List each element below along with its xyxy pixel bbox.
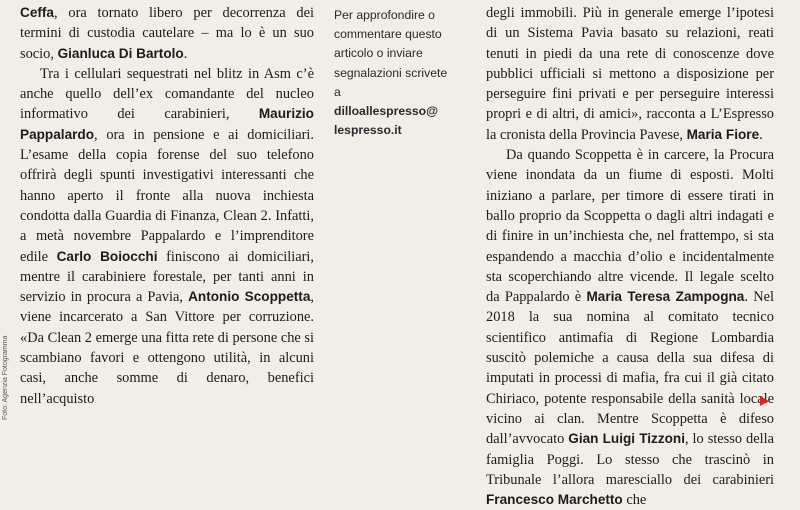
contact-box xyxy=(334,6,474,140)
paragraph-text: degli immobili. Più in generale emerge l’ipotesi di un Sistema Pavia basato su relazioni, reati tenuti in piedi da una rete di conoscenze dove pubblici ufficiali si mettono a disposizione per perseguire fini privati e per perseguire interessi propri e di altri, di amici», racconta a L’Espresso la cronista della Provincia Pavese, xyxy=(486,5,774,143)
article-paragraph xyxy=(20,64,314,409)
person-name: Maurizio Pappalardo xyxy=(20,106,314,142)
person-name: Ceffa xyxy=(20,5,54,20)
paragraph-text: . Nel 2018 la sua nomina al comitato tecnico scientifico antimafia di Regione Lombardia suscitò polemiche a causa della sua difesa di imputati in processi di mafia, fra cui il già citato Chiriaco, potente responsabile della sanità locale vicino ai clan. Mentre Scoppetta è difeso dall’avvocato xyxy=(486,289,774,448)
paragraph-text: Tra i cellulari sequestrati nel blitz in Asm c’è anche quello dell’ex comandante del nucleo informativo dei carabinieri, xyxy=(20,65,314,123)
person-name: Maria Teresa Zampogna xyxy=(586,289,745,305)
paragraph-text: . xyxy=(183,45,188,62)
photo-credit: Foto: Agenzia Fotogramma xyxy=(2,335,9,420)
article-paragraph xyxy=(486,145,774,510)
person-name: Carlo Boiocchi xyxy=(56,248,158,264)
email-link-domain[interactable]: lespresso.it xyxy=(334,123,402,138)
contact-text: Per approfondire o commentare questo articolo o inviare segnalazioni scrivete a dilloallespresso@ lespresso.it xyxy=(334,6,474,140)
paragraph-text: , lo stesso della famiglia Poggi. Lo stesso che trascinò in Tribunale l’allora maresciallo dei carabinieri xyxy=(486,431,774,488)
paragraph-text: , viene incarcerato a San Vittore per corruzione. «Da Clean 2 emerge una fitta rete di persone che si scambiano favori e ottengono utilità, in alcuni casi, anche somme di denaro, benefici nell’acquisto xyxy=(20,289,314,407)
article-paragraph xyxy=(20,3,314,64)
article-column-left xyxy=(20,3,314,409)
person-name: Gian Luigi Tizzoni xyxy=(568,431,686,447)
paragraph-text: , ora in pensione e ai domiciliari. L’esame della copia forense del suo telefono offrirà degli spunti investigativi interessanti che hanno aperto il fronte alla nuova inchiesta condotta dalla Guardia di Finanza, Clean 2. Infatti, a metà novembre Pappalardo e l’imprenditore edile xyxy=(20,126,314,265)
person-name: Antonio Scoppetta xyxy=(188,289,311,305)
person-name: Francesco Marchetto xyxy=(486,492,623,508)
continue-arrow-icon xyxy=(760,396,769,406)
paragraph-text: finiscono ai domiciliari, mentre il carabiniere forestale, per tanti anni in servizio in procura a Pavia, xyxy=(20,248,314,306)
email-link[interactable]: dilloallespresso@ xyxy=(334,104,439,119)
paragraph-text: . xyxy=(759,126,763,143)
person-name: Maria Fiore xyxy=(686,126,760,142)
article-column-right xyxy=(486,3,774,510)
article-paragraph xyxy=(486,3,774,145)
paragraph-text: che xyxy=(622,492,647,509)
person-name: Gianluca Di Bartolo xyxy=(57,45,184,61)
paragraph-text: Da quando Scoppetta è in carcere, la Procura viene inondata da un fiume di esposti. Molti iniziano a parlare, per timore di essere tirati in ballo proprio da Scoppetta o dagli altri indagati e di finire in un’inchiesta che, nel frattempo, si sta espandendo a macchia d’olio e incidentalmente sta scoperchiando altre vicende. Il legale scelto da Pappalardo è xyxy=(486,147,774,306)
paragraph-text: , ora tornato libero per decorrenza dei termini di custodia cautelare – ma lo è un suo socio, xyxy=(20,5,314,62)
